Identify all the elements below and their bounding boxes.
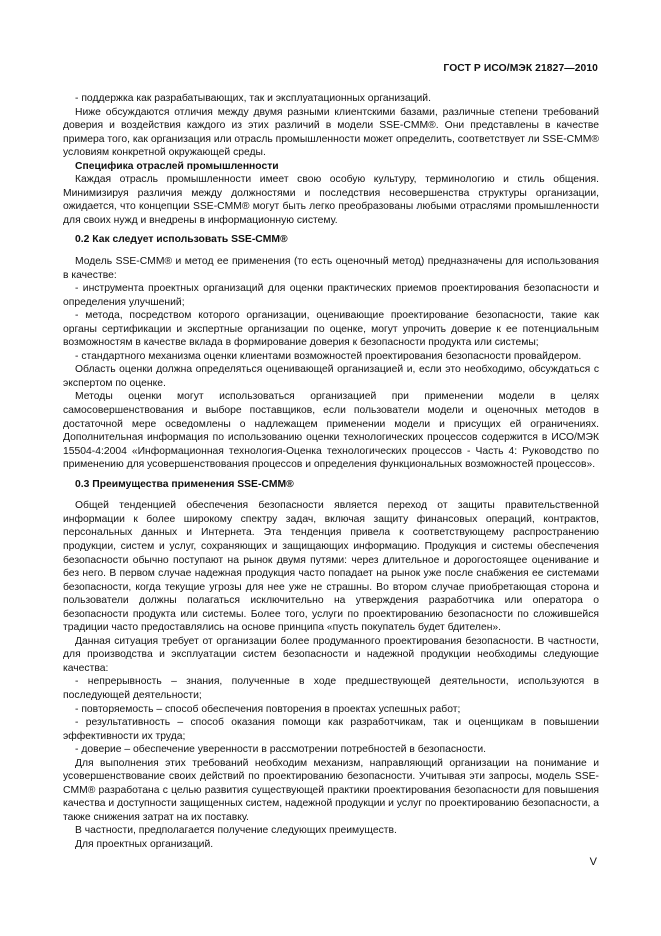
paragraph: В частности, предполагается получение следующих преимуществ. <box>75 825 397 837</box>
page-number: V <box>589 856 597 868</box>
document-header-id: ГОСТ Р ИСО/МЭК 21827—2010 <box>443 63 598 74</box>
section-heading: 0.2 Как следует использовать SSE-CMM® <box>75 234 288 246</box>
paragraph: Модель SSE-CMM® и метод ее применения (то есть оценочный метод) предназначены для использования в качестве: <box>63 256 599 281</box>
document-body <box>63 92 599 852</box>
paragraph: - метода, посредством которого организации, оценивающие проектирование безопасности, такие как органы сертификации и экспертные организации по оценке, могут упрочить доверие к ее потенциальным возможностям в качестве вклада в формирование доверия к безопасности продукта или системы; <box>63 310 599 349</box>
paragraph: Ниже обсуждаются отличия между двумя разными клиентскими базами, различные степени требований доверия и воздействия каждого из этих различий в модели SSE-CMM®. Они представлены в качестве примера того, как организация или отрасль промышленности может определить, соответствует ли SSE-CMM® условиям конкретной окружающей среды. <box>63 106 599 159</box>
paragraph: Для проектных организаций. <box>75 838 214 850</box>
paragraph: - инструмента проектных организаций для оценки практических приемов проектирования безопасности и определения улучшений; <box>63 283 599 308</box>
subsection-heading: Специфика отраслей промышленности <box>75 160 279 172</box>
paragraph: - результативность – способ оказания помощи как разработчикам, так и оценщикам в повышении эффективности их труда; <box>63 717 599 742</box>
paragraph: Область оценки должна определяться оценивающей организацией и, если это необходимо, обсуждаться с экспертом по оценке. <box>63 364 599 389</box>
paragraph: Данная ситуация требует от организации более продуманного проектирования безопасности. В частности, для производства и эксплуатации систем безопасности и надежной продукции необходимы следующие качества: <box>63 635 599 674</box>
paragraph: Методы оценки могут использоваться организацией при применении модели в целях самосовершенствования и выборе поставщиков, если пользователи модели и оценочных методов в достаточной мере осведомлены о надлежащем применении модели и присущих ей ограничениях. Дополнительная информация по использованию оценки технологических процессов содержится в ИСО/МЭК 15504-4:2004 «Информационная технология-Оценка технологических процессов - Часть 4: Руководство по применению для усовершенствования процессов и определения функциональных возможностей процессов». <box>63 391 599 471</box>
paragraph: Общей тенденцией обеспечения безопасности является переход от защиты правительственной информации к более широкому спектру задач, включая защиту финансовых операций, контрактов, персональных данных и Интернета. Эта тенденция привела к соответствующему распространению продукции, систем и услуг, сохраняющих и защищающих информацию. Продукция и системы обеспечения безопасности обычно поступают на рынок двумя путями: через длительное и дорогостоящее оценивание и без него. В первом случае надежная продукция часто попадает на рынок уже после снабжения ее системами безопасности, когда текущие угрозы для нее уже не страшны. Во втором случае приобретающая сторона и пользователи должны полагаться исключительно на утверждения разработчика или оператора о безопасности продукта или системы. Более того, услуги по проектированию безопасности по сложившейся традиции часто предоставлялись на основе принципа «пусть покупатель будет бдителен». <box>63 500 599 634</box>
paragraph: Каждая отрасль промышленности имеет свою особую культуру, терминологию и стиль общения. Минимизируя различия между должностями и последствия несовершенства структуры организации, ожидается, что концепции SSE-CMM® могут быть легко преобразованы любыми отраслями промышленности для своих нужд и внедрены в информационную систему. <box>63 174 599 226</box>
paragraph: - стандартного механизма оценки клиентами возможностей проектирования безопасности провайдером. <box>75 350 582 362</box>
paragraph: Для выполнения этих требований необходим механизм, направляющий организации на понимание и усовершенствование своих действий по проектированию безопасности. Учитывая эти запросы, модель SSE-CMM® разработана с целью развития существующей практики проектирования безопасности для повышения качества и доступности защищенных систем, надежной продукции и услуг по проектированию безопасности, а также снижения затрат на их поставку. <box>63 757 599 823</box>
paragraph: - непрерывность – знания, полученные в ходе предшествующей деятельности, используются в последующей деятельности; <box>63 676 599 701</box>
paragraph: - поддержка как разрабатывающих, так и эксплуатационных организаций. <box>75 93 431 104</box>
section-heading: 0.3 Преимущества применения SSE-CMM® <box>75 478 294 490</box>
paragraph: - доверие – обеспечение уверенности в рассмотрении потребностей в безопасности. <box>75 744 487 756</box>
paragraph: - повторяемость – способ обеспечения повторения в проектах успешных работ; <box>75 703 461 715</box>
